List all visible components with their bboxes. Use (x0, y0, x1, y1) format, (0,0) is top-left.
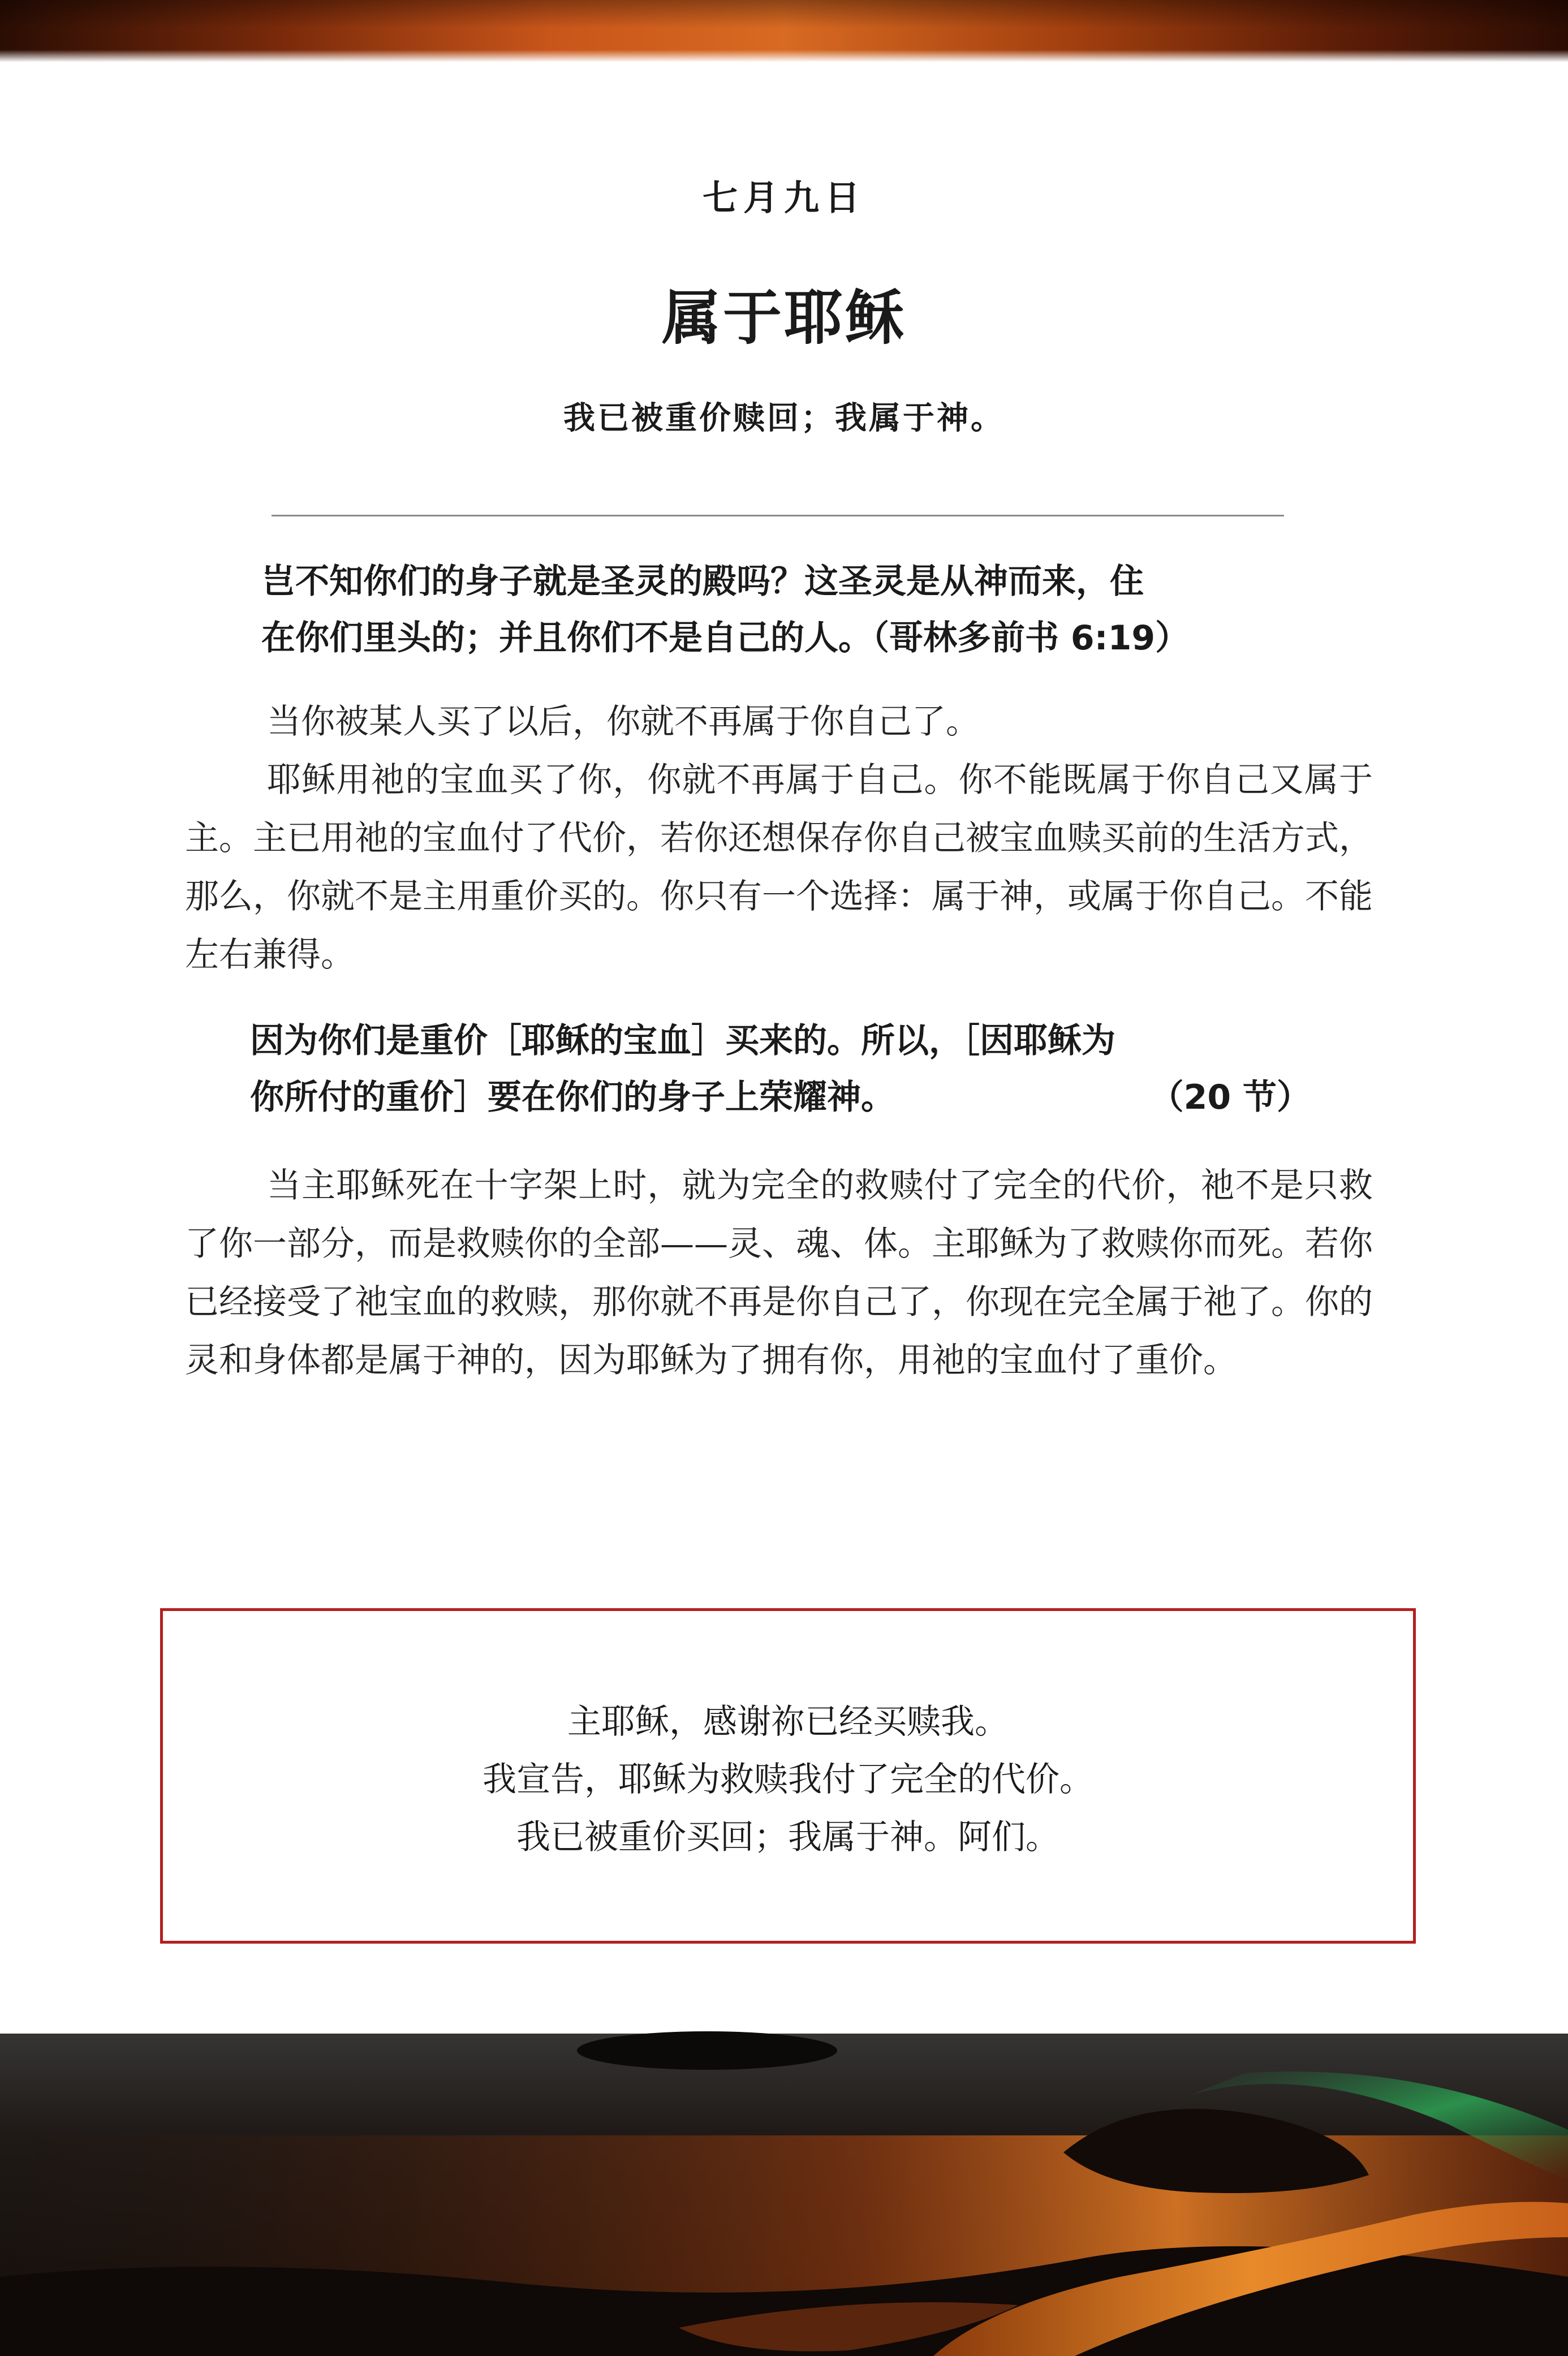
scripture-2-line-2-row (250, 1069, 1311, 1126)
confession-subtitle: 我已被重价赎回；我属于神。 (563, 399, 1005, 437)
prayer-line-3: 我已被重价买回；我属于神。阿们。 (516, 1817, 1059, 1857)
body-1-paragraph-2: 耶稣用祂的宝血买了你，你就不再属于自己。你不能既属于你自己又属于主。主已用祂的宝血付了代价，若你还想保存你自己被宝血赎买前的生活方式，那么，你就不是主用重价买的。你只有一个选择：属于神，或属于你自己。不能左右兼得。 (185, 760, 1373, 975)
body-section-2 (185, 1157, 1373, 1390)
body-section-1 (185, 693, 1373, 984)
scripture-1-line-1: 岂不知你们的身子就是圣灵的殿吗？这圣灵是从神而来，住 (261, 562, 1144, 601)
title-divider (272, 515, 1284, 516)
prayer-text (163, 1693, 1413, 1866)
scripture-1-line-2: 在你们里头的；并且你们不是自己的人。（哥林多前书 6:19） (261, 618, 1190, 658)
prayer-line-1: 主耶稣，感谢祢已经买赎我。 (567, 1702, 1009, 1742)
verse-reference: （20 节） (1149, 1078, 1311, 1117)
scripture-2-line-2: 你所付的重价］要在你们的身子上荣耀神。 (250, 1078, 895, 1117)
devotional-date: 七月九日 (702, 177, 865, 218)
scripture-quote-1 (261, 553, 1311, 666)
bottom-sunset-landscape (0, 2011, 1568, 2356)
top-band-fade (0, 0, 1568, 62)
prayer-line-2: 我宣告，耶稣为救赎我付了完全的代价。 (483, 1760, 1093, 1799)
body-2-paragraph-1: 当主耶稣死在十字架上时，就为完全的救赎付了完全的代价，祂不是只救了你一部分，而是救赎你的全部——灵、魂、体。主耶稣为了救赎你而死。若你已经接受了祂宝血的救赎，那你就不再是你自己了，你现在完全属于祂了。你的灵和身体都是属于神的，因为耶稣为了拥有你，用祂的宝血付了重价。 (185, 1166, 1373, 1380)
scripture-quote-2 (250, 1013, 1311, 1126)
body-1-paragraph-1: 当你被某人买了以后，你就不再属于你自己了。 (267, 702, 980, 742)
scripture-2-line-1: 因为你们是重价［耶稣的宝血］买来的。所以，［因耶稣为 (250, 1021, 1115, 1061)
landscape-image (0, 2011, 1568, 2356)
prayer-box (160, 1608, 1416, 1944)
page-title: 属于耶稣 (661, 283, 906, 352)
